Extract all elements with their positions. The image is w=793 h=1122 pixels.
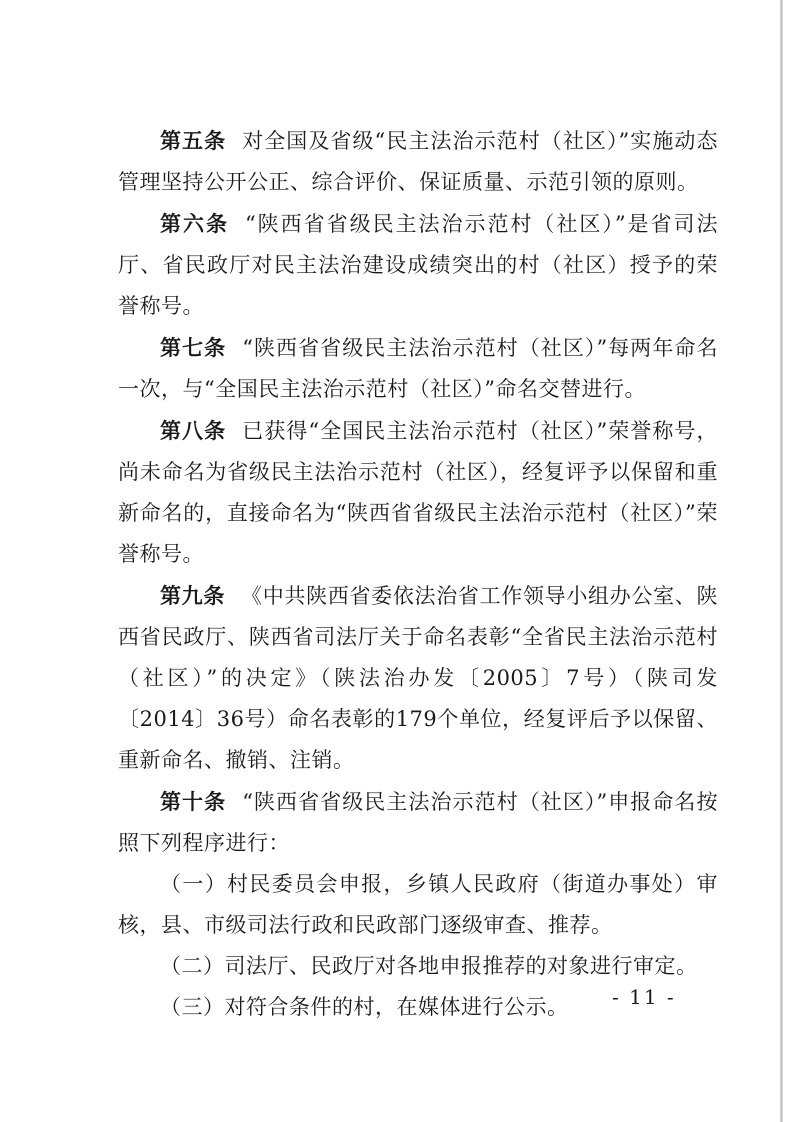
article-9-title: 第九条	[160, 583, 226, 608]
procedure-step-1	[118, 864, 718, 946]
article-5-title: 第五条	[160, 128, 227, 153]
article-8-title: 第八条	[160, 418, 227, 443]
article-5-text: 对全国及省级“民主法治示范村（社区）”实施动态管理坚持公开公正、综合评价、保证质量、示范引领的原则。	[118, 129, 718, 194]
article-9-text: 《中共陕西省委依法治省工作领导小组办公室、陕西省民政厅、陕西省司法厅关于命名表彰“全省民主法治示范村（社区）”的决定》（陕法治办发〔2005〕7号）（陕司发〔2014〕36号）命名表彰的179个单位，经复评后予以保留、重新命名、撤销、注销。	[118, 584, 718, 772]
article-10-text: “陕西省省级民主法治示范村（社区）”申报命名按照下列程序进行：	[118, 790, 718, 855]
procedure-step-2	[118, 946, 718, 987]
scan-edge-shadow	[780, 0, 783, 1122]
article-9-paragraph	[118, 575, 718, 781]
article-10-paragraph	[118, 781, 718, 864]
procedure-step-2-text: （二）司法厅、民政厅对各地申报推荐的对象进行审定。	[160, 954, 698, 978]
article-8-text: 已获得“全国民主法治示范村（社区）”荣誉称号，尚未命名为省级民主法治示范村（社区），经复评予以保留和重新命名的，直接命名为“陕西省省级民主法治示范村（社区）”荣誉称号。	[118, 419, 718, 566]
article-5-paragraph	[118, 120, 718, 203]
article-6-text: “陕西省省级民主法治示范村（社区）”是省司法厅、省民政厅对民主法治建设成绩突出的村（社区）授予的荣誉称号。	[118, 212, 718, 318]
article-6-paragraph	[118, 203, 718, 327]
document-body	[118, 120, 718, 1028]
article-6-title: 第六条	[160, 211, 229, 236]
procedure-step-1-text: （一）村民委员会申报，乡镇人民政府（街道办事处）审核，县、市级司法行政和民政部门逐级审查、推荐。	[118, 872, 718, 937]
article-10-title: 第十条	[160, 789, 227, 814]
article-7-title: 第七条	[160, 335, 227, 360]
procedure-step-3-text: （三）对符合条件的村，在媒体进行公示。	[160, 995, 569, 1019]
article-7-paragraph	[118, 327, 718, 410]
page-number: - 11 -	[612, 985, 676, 1009]
article-7-text: “陕西省省级民主法治示范村（社区）”每两年命名一次，与“全国民主法治示范村（社区）”命名交替进行。	[118, 336, 718, 401]
article-8-paragraph	[118, 410, 718, 575]
